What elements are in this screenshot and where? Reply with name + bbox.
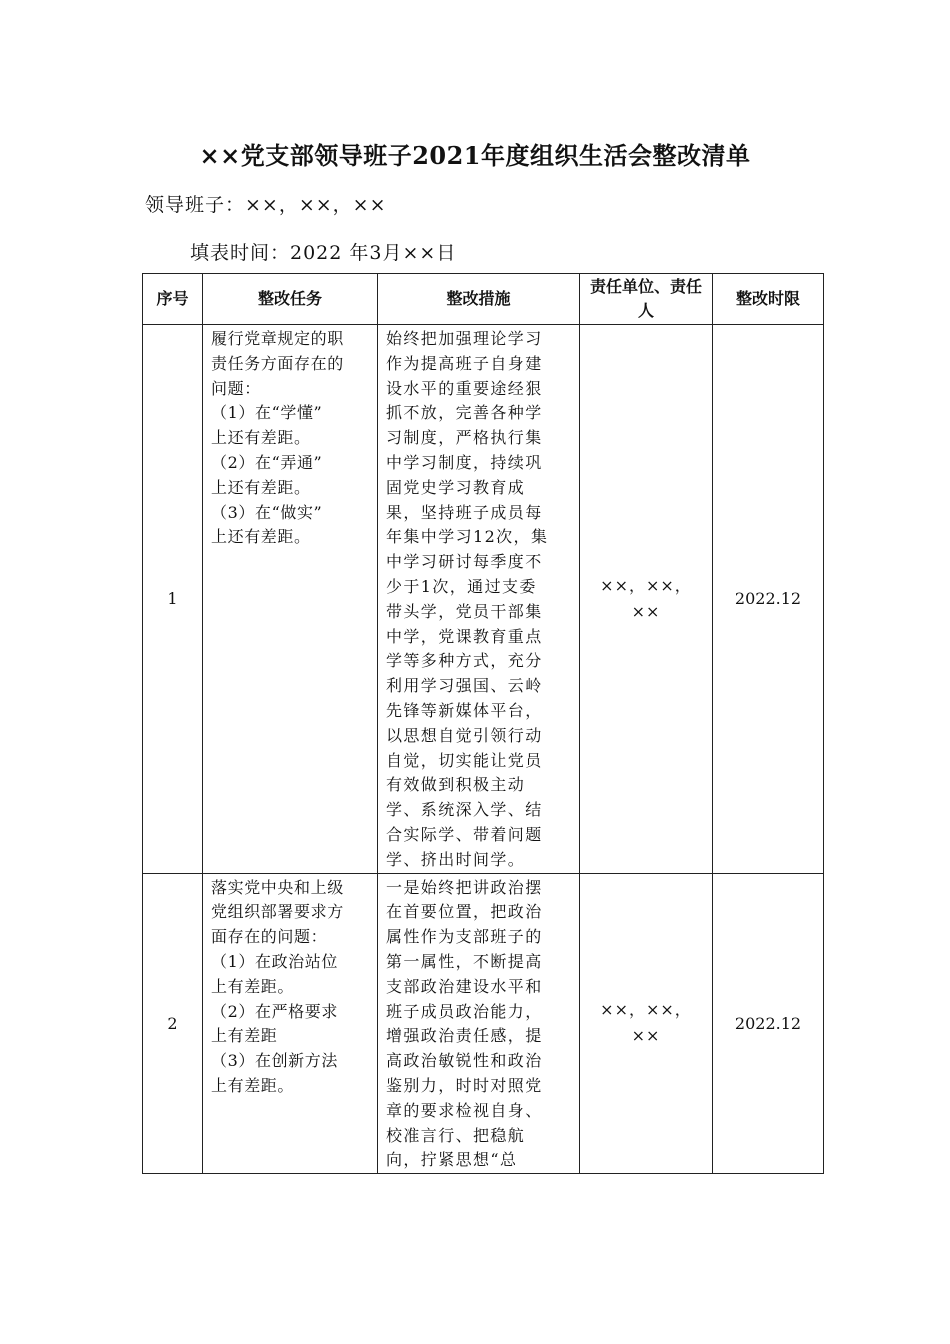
task-line: （1）在“学懂” (211, 403, 323, 423)
task-line: （2）在严格要求 (211, 1001, 338, 1021)
task-line: 上还有差距。 (211, 477, 311, 497)
table-body (143, 325, 824, 1174)
measure-line: 中学习制度，持续巩 (386, 452, 543, 472)
measure-line: 一是始终把讲政治摆 (386, 877, 543, 897)
header-no: 序号 (143, 274, 203, 325)
measure-line: 始终把加强理论学习 (386, 329, 543, 348)
header-responsible: 责任单位、责任人 (580, 274, 713, 325)
measure-line: 习制度，严格执行集 (386, 428, 543, 448)
task-line: （2）在“弄通” (211, 452, 323, 472)
measure-line: 高政治敏锐性和政治 (386, 1051, 543, 1071)
measure-line: 在首要位置，把政治 (386, 902, 543, 922)
measure-line: 校准言行、把稳航 (386, 1125, 526, 1145)
measure-line: 中学，党课教育重点 (386, 626, 543, 646)
fill-time-line: 填表时间：2022 年3月××日 (190, 242, 457, 264)
task-line: 面存在的问题： (211, 927, 328, 947)
measure-cell (378, 873, 580, 1174)
measure-line: 增强政治责任感，提 (386, 1026, 543, 1046)
leaders-line: 领导班子：××，××，×× (145, 194, 387, 216)
row-number: 1 (143, 325, 203, 874)
measure-cell (378, 325, 580, 874)
header-deadline: 整改时限 (713, 274, 824, 325)
task-line: 责任务方面存在的 (211, 353, 344, 373)
measure-line: 果，坚持班子成员每 (386, 502, 543, 522)
measure-line: 先锋等新媒体平台， (386, 700, 543, 720)
measure-line: 有效做到积极主动 (386, 775, 526, 795)
measure-line: 班子成员政治能力， (386, 1001, 543, 1021)
task-line: （3）在创新方法 (211, 1051, 338, 1071)
measure-line: 学等多种方式，充分 (386, 651, 543, 671)
header-measure: 整改措施 (378, 274, 580, 325)
measure-line: 学、系统深入学、结 (386, 800, 543, 820)
measure-line: 属性作为支部班子的 (386, 927, 543, 947)
table-row (143, 873, 824, 1174)
task-line: 上还有差距。 (211, 527, 311, 547)
measure-line: 支部政治建设水平和 (386, 976, 543, 996)
responsible-cell: ××，××，×× (580, 325, 713, 874)
rectification-table (142, 273, 824, 1174)
task-line: （3）在“做实” (211, 502, 323, 522)
measure-line: 学、挤出时间学。 (386, 849, 526, 869)
measure-line: 带头学，党员干部集 (386, 601, 543, 621)
table-row (143, 325, 824, 874)
measure-line: 鉴别力，时时对照党 (386, 1075, 543, 1095)
measure-line: 以思想自觉引领行动 (386, 725, 543, 745)
task-line: 上还有差距。 (211, 428, 311, 448)
task-line: （1）在政治站位 (211, 951, 338, 971)
task-cell (203, 873, 378, 1174)
table-header-row (143, 274, 824, 325)
deadline-cell: 2022.12 (713, 873, 824, 1174)
measure-line: 章的要求检视自身、 (386, 1100, 543, 1120)
measure-line: 利用学习强国、云岭 (386, 676, 543, 696)
task-line: 履行党章规定的职 (211, 329, 344, 348)
measure-line: 自觉，切实能让党员 (386, 750, 543, 770)
task-line: 上有差距。 (211, 976, 295, 996)
measure-line: 固党史学习教育成 (386, 477, 526, 497)
measure-line: 作为提高班子自身建 (386, 353, 543, 373)
task-line: 落实党中央和上级 (211, 877, 344, 897)
measure-line: 第一属性，不断提高 (386, 951, 543, 971)
responsible-cell: ××，××，×× (580, 873, 713, 1174)
measure-line: 少于1次，通过支委 (386, 576, 537, 596)
task-line: 上有差距 (211, 1026, 278, 1046)
measure-line: 年集中学习12次，集 (386, 527, 549, 547)
measure-line: 中学习研讨每季度不 (386, 552, 543, 572)
measure-line: 设水平的重要途经狠 (386, 378, 543, 398)
task-line: 问题： (211, 378, 261, 398)
deadline-cell: 2022.12 (713, 325, 824, 874)
measure-line: 合实际学、带着问题 (386, 824, 543, 844)
row-number: 2 (143, 873, 203, 1174)
task-cell (203, 325, 378, 874)
measure-line: 抓不放，完善各种学 (386, 403, 543, 423)
task-line: 党组织部署要求方 (211, 902, 344, 922)
page-title: ××党支部领导班子2021年度组织生活会整改清单 (199, 141, 751, 170)
measure-line: 向，拧紧思想“总 (386, 1150, 518, 1170)
header-task: 整改任务 (203, 274, 378, 325)
task-line: 上有差距。 (211, 1075, 295, 1095)
